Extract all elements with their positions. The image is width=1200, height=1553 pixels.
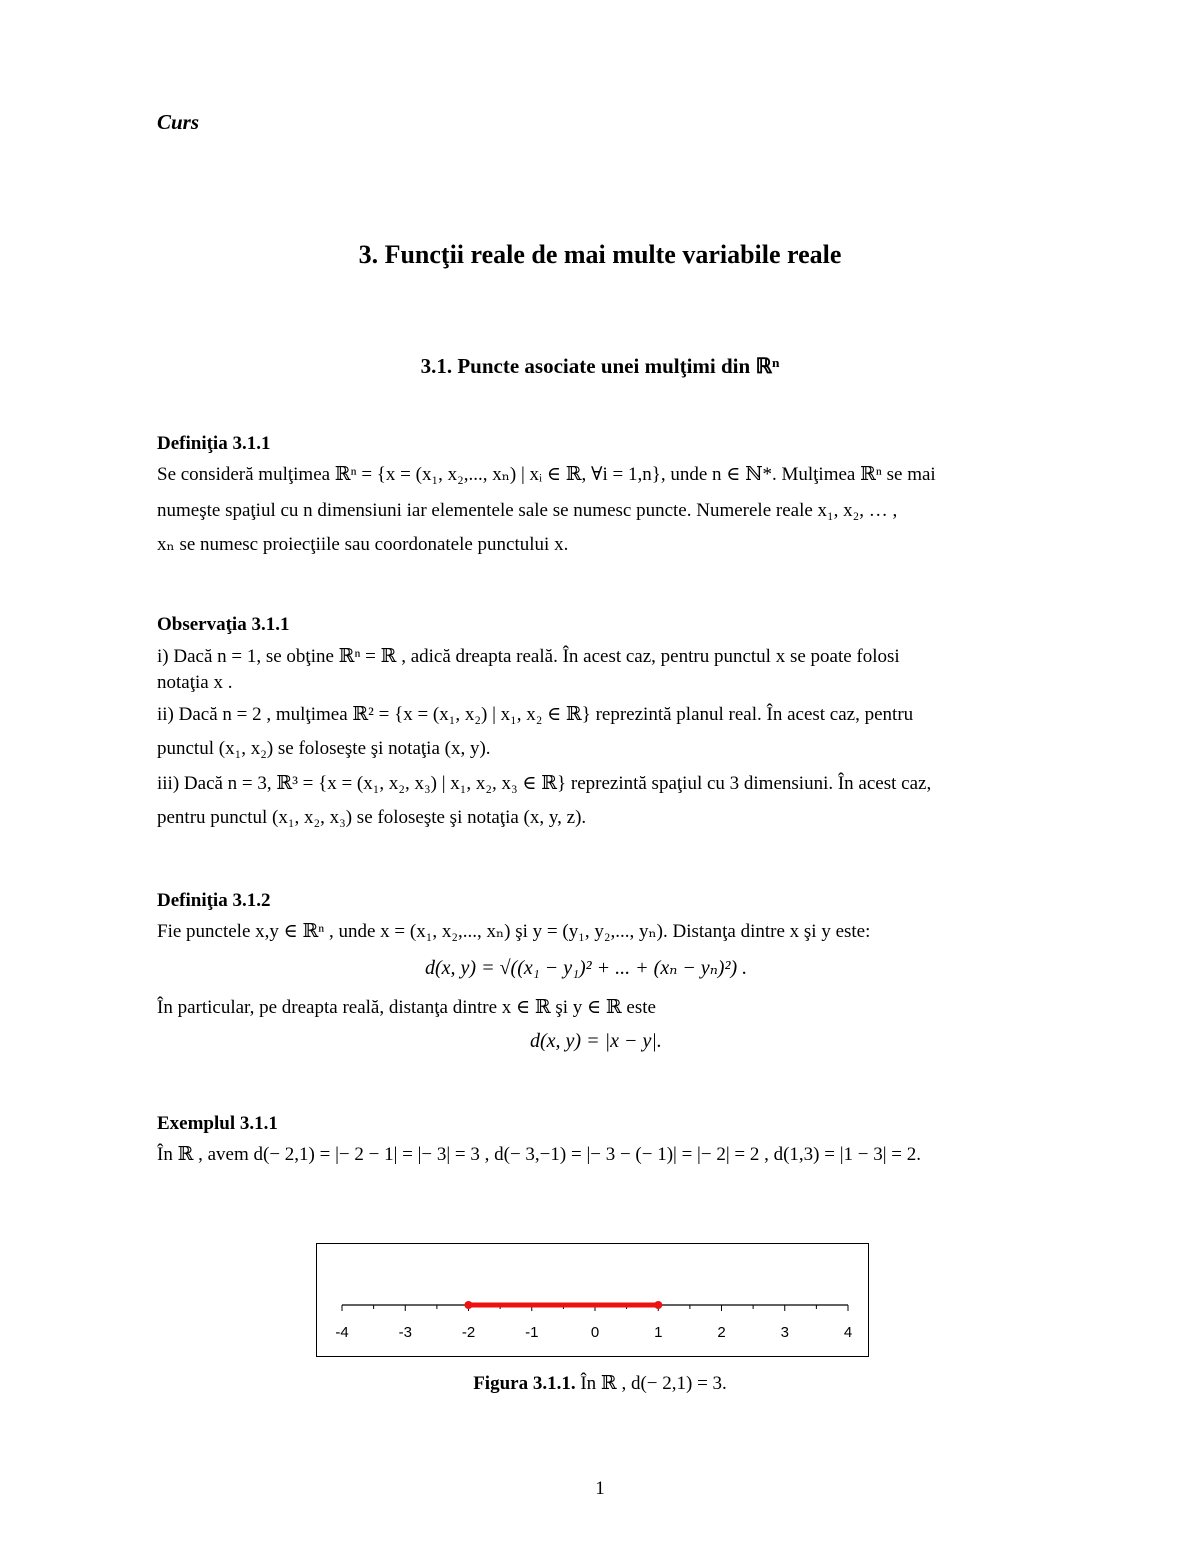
page-number: 1 (595, 1478, 605, 1499)
number-line-figure (316, 1243, 869, 1357)
figure-caption-text: În ℝ , d(− 2,1) = 3. (575, 1373, 727, 1394)
definition-text-line: xₙ se numesc proiecţiile sau coordonatele punctului x. (157, 534, 569, 555)
segment-endpoint (465, 1301, 473, 1309)
tick-label: 2 (717, 1324, 726, 1341)
tick-label: 0 (590, 1324, 600, 1341)
figure-caption (0, 1372, 1200, 1395)
observation-text-line: notaţia x . (157, 672, 233, 693)
distance-formula-real: d(x, y) = |x − y|. (530, 1030, 662, 1052)
definition-text-line: numeşte spaţiul cu n dimensiuni iar elementele sale se numesc puncte. Numerele reale x₁, x₂, … , (157, 500, 898, 521)
figure-caption-label: Figura 3.1.1. (473, 1373, 576, 1394)
tick-label: -1 (525, 1324, 539, 1341)
observation-text-line: punctul (x₁, x₂) se foloseşte şi notaţia (x, y). (157, 738, 491, 759)
example-text-line: În ℝ , avem d(− 2,1) = |− 2 − 1| = |− 3| = 3 , d(− 3,−1) = |− 3 − (− 1)| = |− 2| = 2 , d(1,3) = |1 − 3| = 2. (157, 1144, 922, 1165)
definition-title: Definiţia 3.1.1 (157, 433, 271, 454)
tick-label: -2 (461, 1324, 476, 1341)
observation-text-line: iii) Dacă n = 3, ℝ³ = {x = (x₁, x₂, x₃) | x₁, x₂, x₃ ∈ ℝ} reprezintă spaţiul cu 3 dimensiuni. În acest caz, (157, 773, 932, 794)
definition-text-line: În particular, pe dreapta reală, distanţa dintre x ∈ ℝ şi y ∈ ℝ este (157, 997, 656, 1018)
example-title: Exemplul 3.1.1 (157, 1113, 278, 1134)
tick-label: 4 (843, 1324, 853, 1341)
tick-label: -4 (335, 1324, 349, 1341)
number-line-chart (317, 1244, 870, 1358)
section-title: 3.1. Puncte asociate unei mulţimi din ℝⁿ (420, 354, 780, 378)
tick-label: 3 (780, 1324, 789, 1341)
chapter-title: 3. Funcţii reale de mai multe variabile reale (358, 240, 842, 269)
definition-text-line: Fie punctele x,y ∈ ℝⁿ , unde x = (x₁, x₂,..., xₙ) şi y = (y₁, y₂,..., yₙ). Distanţa dintre x şi y este: (157, 921, 871, 942)
definition-text-line: Se consideră mulţimea ℝⁿ = {x = (x₁, x₂,..., xₙ) | xᵢ ∈ ℝ, ∀i = 1,n}, unde n ∈ ℕ*. Mulţimea ℝⁿ se mai (157, 464, 936, 485)
observation-title: Observaţia 3.1.1 (157, 614, 290, 635)
course-label: Curs (157, 110, 200, 134)
observation-text-line: ii) Dacă n = 2 , mulţimea ℝ² = {x = (x₁, x₂) | x₁, x₂ ∈ ℝ} reprezintă planul real. În acest caz, pentru (157, 704, 914, 725)
definition-title: Definiţia 3.1.2 (157, 890, 271, 911)
tick-label: -3 (398, 1324, 412, 1341)
observation-text-line: i) Dacă n = 1, se obţine ℝⁿ = ℝ , adică dreapta reală. În acest caz, pentru punctul x se poate folosi (157, 646, 900, 667)
segment-endpoint (654, 1301, 662, 1309)
tick-label: 1 (654, 1324, 663, 1341)
observation-text-line: pentru punctul (x₁, x₂, x₃) se foloseşte şi notaţia (x, y, z). (157, 807, 587, 828)
distance-formula: d(x, y) = √((x₁ − y₁)² + ... + (xₙ − yₙ)²) . (425, 957, 748, 979)
